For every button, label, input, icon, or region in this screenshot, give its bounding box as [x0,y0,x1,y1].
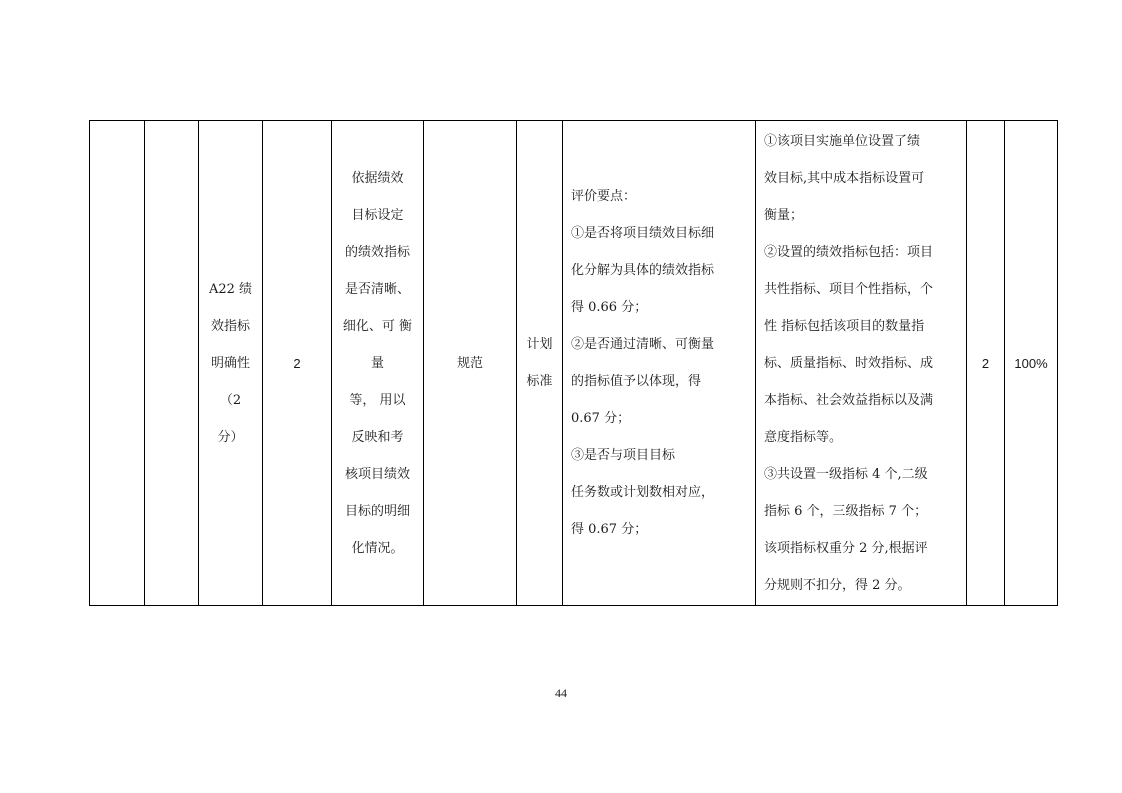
description-text-line: 目标的明细 [344,503,410,519]
empty-cell-1 [90,121,145,606]
criteria-text-line: 化分解为具体的绩效指标 [571,263,715,278]
score-cell: 2 [967,121,1005,606]
indicator-cell [199,121,263,606]
basis-text-line: 计划 [526,337,553,352]
table-row [90,121,1058,606]
criteria-text-line: 任务数或计划数相对应， [571,485,715,500]
description-text-line: 目标设定 [351,207,404,223]
findings-text-line: 该项指标权重分 2 分,根据评 [764,540,928,556]
findings-text-line: 衡量； [764,207,804,223]
empty-cell-2 [145,121,199,606]
findings-cell [756,121,967,606]
indicator-text-line: （2 [219,392,242,408]
score-rate-cell: 100% [1005,121,1058,606]
description-text-line: 是否清晰、 [344,281,410,297]
findings-text-line: 标、质量指标、时效指标、成 [764,355,934,371]
findings-text-line: ①该项目实施单位设置了绩 [764,133,921,149]
criteria-text-line: 的指标值予以体现，得 [571,374,702,389]
evaluation-table [89,120,1058,606]
description-text-line: 核项目绩效 [344,466,410,482]
description-text-line: 依据绩效 [351,170,404,186]
criteria-cell [563,121,756,606]
page-number: 44 [555,686,567,700]
description-text-line: 等， 用以 [349,392,406,408]
weight-cell: 2 [263,121,332,606]
description-text-line: 细化、可 衡 [342,318,413,334]
category-cell: 规范 [424,121,517,606]
indicator-text-line: 效指标 [210,318,250,334]
basis-cell [517,121,563,606]
findings-text-line: 意度指标等。 [764,429,843,445]
findings-text-line: 本指标、社会效益指标以及满 [764,392,934,408]
criteria-text-line: 0.67 分； [571,411,631,426]
criteria-text-line: 得 0.66 分； [571,300,648,315]
criteria-text-line: ①是否将项目绩效目标细 [571,226,715,241]
criteria-text-line: 评价要点： [571,189,637,204]
basis-text-line: 标准 [526,374,553,389]
description-cell [332,121,424,606]
findings-text-line: ③共设置一级指标 4 个,二级 [764,466,928,482]
findings-text-line: 共性指标、项目个性指标，个 [764,281,934,297]
findings-text-line: 效目标,其中成本指标设置可 [764,170,925,186]
criteria-text-line: 得 0.67 分； [571,522,648,537]
description-text-line: 反映和考 [351,429,404,445]
findings-text-line: 分规则不扣分，得 2 分。 [764,577,911,593]
description-text-line: 的绩效指标 [344,244,410,260]
description-text-line: 量 [370,355,384,371]
criteria-text-line: ③是否与项目目标 [571,448,676,463]
findings-text-line: 性 指标包括该项目的数量指 [764,318,925,334]
description-text-line: 化情况。 [351,540,404,556]
indicator-text-line: 明确性 [210,355,250,371]
indicator-text-line: A22 绩 [208,281,253,297]
findings-text-line: ②设置的绩效指标包括：项目 [764,244,934,260]
criteria-text-line: ②是否通过清晰、可衡量 [571,337,715,352]
findings-text-line: 指标 6 个，三级指标 7 个； [764,503,928,519]
indicator-text-line: 分） [217,429,244,445]
